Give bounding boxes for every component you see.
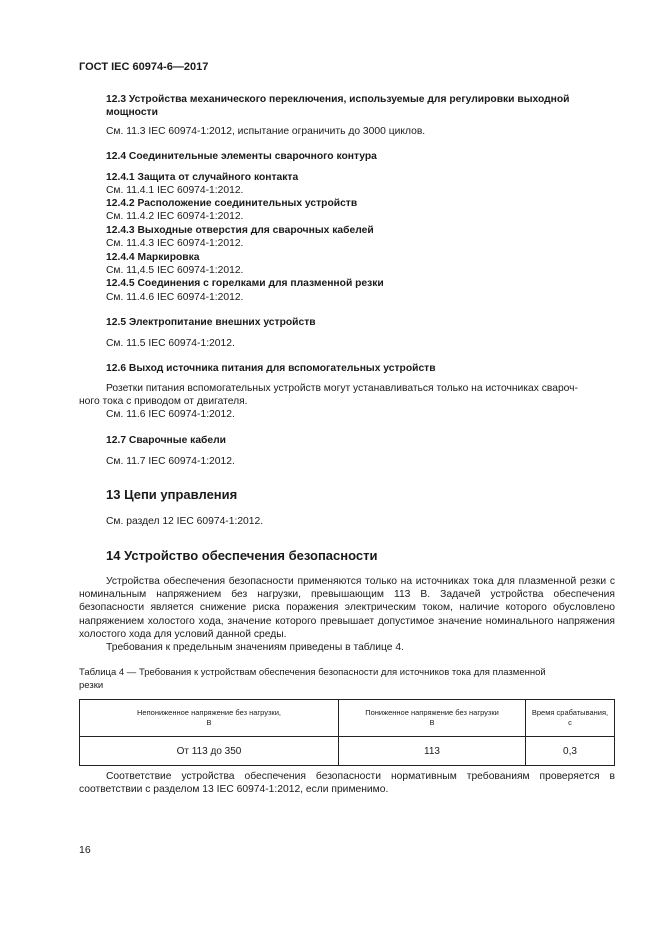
section-12-6-ref: См. 11.6 IEC 60974-1:2012. [106, 409, 235, 420]
section-12-4-3-title: 12.4.3 Выходные отверстия для сварочных кабелей [106, 225, 374, 236]
section-12-7-title: 12.7 Сварочные кабели [106, 435, 226, 446]
section-12-4-5-title: 12.4.5 Соединения с горелками для плазменной резки [106, 278, 384, 289]
header-text: Время срабатывания, [531, 708, 609, 717]
section-12-4-2-text: См. 11.4.2 IEC 60974-1:2012. [106, 211, 244, 222]
section-12-5-text: См. 11.5 IEC 60974-1:2012. [106, 338, 235, 349]
table-row [80, 737, 615, 766]
section-12-4-4-text: См. 11,4.5 IEC 60974-1:2012. [106, 265, 244, 276]
header-text: Непониженное напряжение без нагрузки, [137, 708, 281, 717]
section-12-4-1-title: 12.4.1 Защита от случайного контакта [106, 172, 299, 183]
section-12-6-text-cont: ного тока с приводом от двигателя. [79, 396, 248, 407]
section-13-text: См. раздел 12 IEC 60974-1:2012. [106, 516, 264, 527]
header-unit: с [568, 718, 572, 727]
table-header-row [80, 700, 615, 737]
closing-body [79, 770, 615, 796]
header-unit: В [206, 718, 212, 727]
section-12-6-text: Розетки питания вспомогательных устройств могут устанавливаться только на источниках свароч- [106, 383, 578, 394]
section-12-6-title: 12.6 Выход источника питания для вспомогательных устройств [106, 363, 436, 374]
table-header-cell [526, 700, 615, 737]
table-caption-cont: резки [79, 680, 104, 691]
table-cell: 113 [339, 737, 526, 766]
section-14-title: 14 Устройство обеспечения безопасности [106, 548, 378, 563]
table-header-cell [339, 700, 526, 737]
section-12-7-text: См. 11.7 IEC 60974-1:2012. [106, 456, 235, 467]
section-12-4-4-title: 12.4.4 Маркировка [106, 252, 200, 263]
section-14-paragraph: Устройства обеспечения безопасности применяются только на источниках тока для плазменной резки с номинальным напряжением без нагрузки, превышающим 113 В. Задачей устройства обеспечения безопасности является снижение риска поражения электрическим током, наличие которого обусловлено напряжением холостого хода, значение которого превышает допустимое значение номинального напряжения холостого хода для условий данной среды. [79, 576, 615, 640]
section-14-body [79, 575, 615, 654]
closing-paragraph: Соответствие устройства обеспечения безопасности нормативным требованиям проверяется в соответствии с разделом 13 IEC 60974-1:2012, если применимо. [79, 771, 615, 796]
table-header-cell [80, 700, 339, 737]
header-unit: В [429, 718, 435, 727]
requirements-table [79, 699, 615, 766]
section-14-table-ref: Требования к предельным значениям приведены в таблице 4. [106, 642, 404, 654]
section-12-3-title-cont: мощности [106, 107, 158, 118]
section-12-4-3-text: См. 11.4.3 IEC 60974-1:2012. [106, 238, 244, 249]
section-12-5-title: 12.5 Электропитание внешних устройств [106, 317, 316, 328]
section-12-4-2-title: 12.4.2 Расположение соединительных устройств [106, 198, 358, 209]
header-text: Пониженное напряжение без нагрузки [365, 708, 499, 717]
table-cell: 0,3 [526, 737, 615, 766]
document-header: ГОСТ IEC 60974-6—2017 [79, 61, 209, 73]
section-13-title: 13 Цепи управления [106, 487, 238, 502]
section-12-3-title: 12.3 Устройства механического переключения, используемые для регулировки выходной [106, 94, 570, 105]
section-12-4-1-text: См. 11.4.1 IEC 60974-1:2012. [106, 185, 244, 196]
table-caption: Таблица 4 — Требования к устройствам обеспечения безопасности для источников тока для плазменной [79, 667, 546, 678]
table-cell: От 113 до 350 [80, 737, 339, 766]
section-12-3-text: См. 11.3 IEC 60974-1:2012, испытание ограничить до 3000 циклов. [106, 126, 426, 137]
section-12-4-title: 12.4 Соединительные элементы сварочного контура [106, 151, 377, 162]
section-12-4-5-text: См. 11.4.6 IEC 60974-1:2012. [106, 292, 244, 303]
page-number: 16 [79, 844, 91, 856]
